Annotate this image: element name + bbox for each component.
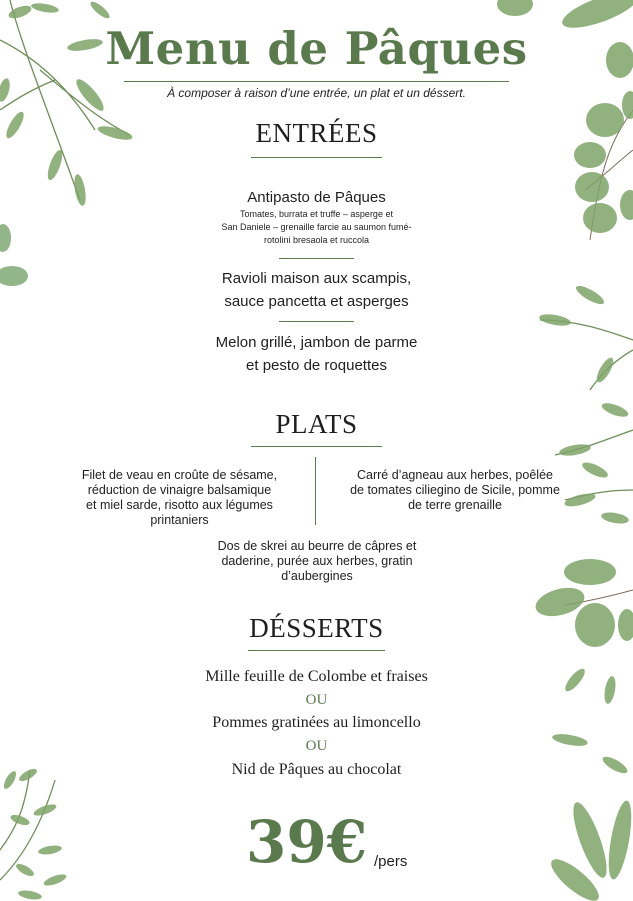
plat-3 [186, 539, 448, 584]
plats-heading: PLATS [275, 409, 358, 439]
dessert-or-separator: OU [305, 692, 328, 708]
desserts-heading: DÉSSERTS [249, 613, 384, 643]
dessert-1: Mille feuille de Colombe et fraises [205, 668, 428, 685]
entree-2-line: sauce pancetta et asperges [224, 293, 409, 310]
entree-1-detail-line: rotolini bresaola et ruccola [263, 235, 370, 245]
plat-1-line: Filet de veau en croûte de sésame, [81, 468, 278, 482]
entree-1-detail-line: Tomates, burrata et truffe – asperge et [240, 209, 393, 219]
plat-3-line: Dos de skrei au beurre de câpres et [217, 539, 417, 553]
price-unit: /pers [374, 853, 408, 870]
dessert-2: Pommes gratinées au limoncello [212, 714, 421, 731]
plat-1-line: réduction de vinaigre balsamique [87, 483, 272, 497]
entree-separator [279, 321, 354, 322]
dessert-3: Nid de Pâques au chocolat [231, 761, 402, 778]
plat-2-line: de terre grenaille [408, 498, 502, 512]
plat-2-line: de tomates ciliegino de Sicile, pomme [350, 483, 560, 497]
plats-divider [315, 457, 316, 525]
plats-heading-underline [251, 446, 382, 447]
plat-1-line: printaniers [150, 513, 209, 527]
entrees-heading-underline [251, 157, 382, 158]
desserts-heading-underline [248, 650, 385, 651]
plat-3-line: d’aubergines [281, 569, 353, 583]
plat-3-line: daderine, purée aux herbes, gratin [221, 554, 413, 568]
title-underline [124, 81, 509, 82]
plat-2-line: Carré d’agneau aux herbes, poêlée [357, 468, 553, 482]
entree-1-name: Antipasto de Pâques [247, 189, 386, 206]
entree-3-line: Melon grillé, jambon de parme [215, 334, 418, 351]
entree-1-detail-line: San Daniele – grenaille farcie au saumon fumé- [221, 222, 412, 232]
entrees-heading: ENTRÉES [255, 118, 378, 148]
entree-separator [279, 258, 354, 259]
fern-bottom-left-icon [0, 760, 80, 901]
price-amount: 39€ [246, 808, 368, 876]
plat-1-line: et miel sarde, risotto aux légumes [86, 498, 273, 512]
plat-1 [62, 468, 297, 528]
entree-2-line: Ravioli maison aux scampis, [221, 270, 412, 287]
dessert-or-separator: OU [305, 738, 328, 754]
menu-subtitle: À composer à raison d’une entrée, un plat et un déssert. [167, 86, 466, 100]
menu-title: Menu de Pâques [105, 22, 528, 75]
entree-3-line: et pesto de roquettes [246, 357, 387, 374]
plat-2 [330, 468, 580, 513]
